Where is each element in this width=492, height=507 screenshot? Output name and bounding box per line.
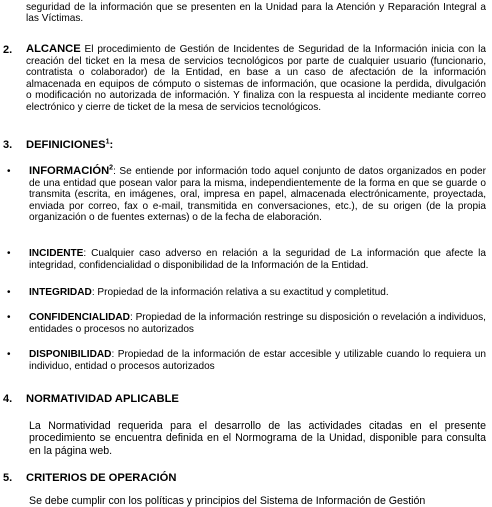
definition-item-disponibilidad [7,349,486,372]
bullet-icon: • [7,248,11,259]
bullet-icon: • [7,166,11,177]
alcance-label: ALCANCE [26,43,81,55]
section-definiciones [0,139,492,151]
normatividad-paragraph: La Normatividad requerida para el desarrollo de las actividades citadas en el presente procedimiento se encuentra definida en el Normograma de la Unidad, disponible para consulta en la página web. [29,420,486,457]
bullet-icon: • [7,312,11,323]
section-alcance [0,44,492,113]
definition-item-informacion [7,164,486,224]
definition-term: INFORMACIÓN [29,165,110,177]
section-objetivo [0,0,492,25]
normatividad-heading: NORMATIVIDAD APLICABLE [26,393,179,405]
definition-text: : Cualquier caso adverso en relación a la seguridad de La información que afecte la integridad, confidencialidad o disponibilidad de la Información de la Entidad. [29,248,486,271]
definition-item-confidencialidad [7,312,486,335]
definition-text: : Propiedad de la información relativa a su exactitud y completitud. [91,287,389,298]
definition-item-incidente [7,248,486,271]
bullet-icon: • [7,287,11,298]
section-number: 2. [3,44,13,56]
section-number: 5. [3,472,13,484]
bullet-icon: • [7,349,11,360]
section-number: 4. [3,393,13,405]
section-criterios [0,472,492,484]
objetivo-text: seguridad de la información que se presenten en la Unidad para la Atención y Reparación Integral a las Víctimas. [26,1,486,24]
definition-text: : Se entiende por información todo aquel conjunto de datos organizados en poder de una entidad que posean valor para la misma, independientemente de la forma en que se guarde o transmita (escrita, en imágenes, oral, impresa en papel, almacenada electrónicamente, proyectada, enviada por correo, fax o e-mail, transmitida en conversaciones, etc.), de su origen (de la propia organización o de fuentes externas) o de la fecha de elaboración. [29,166,486,223]
section-number [0,0,26,25]
definition-term: INCIDENTE [29,248,84,259]
footnote-ref: 2 [109,164,114,172]
definiciones-heading: DEFINICIONES$^1$: [26,138,114,151]
objetivo-paragraph [26,0,486,25]
definition-term: INTEGRIDAD [29,287,92,298]
alcance-paragraph [26,44,486,113]
definition-text: : Propiedad de la información de estar accesible y utilizable cuando lo requiera un individuo, entidad o procesos autorizados [29,349,486,372]
definition-text: : Propiedad de la información restringe su disposición o revelación a individuos, entidades o procesos no autorizados [29,312,486,335]
alcance-text: El procedimiento de Gestión de Incidentes de Seguridad de la Información inicia con la creación del ticket en la mesa de servicios tecnológicos por parte de cualquier usuario (funcionario, contratista o colaborador) de la Entidad, en base a un caso de afectación de la información almacenada en equipos de cómputo o sistemas de información, que ocasione la perdida, divulgación o modificación no autorizada de información. Y finaliza con la respuesta al incidente mediante correo electrónico y cierre de ticket de la mesa de servicios tecnológicos. [26,44,486,113]
section-number: 3. [3,139,13,151]
criterios-paragraph: Se debe cumplir con los políticas y principios del Sistema de Información de Gestión [29,495,426,507]
definition-term: CONFIDENCIALIDAD [29,312,130,323]
section-normatividad [0,393,492,405]
criterios-heading: CRITERIOS DE OPERACIÓN [26,472,177,484]
definition-term: DISPONIBILIDAD [29,349,112,360]
definition-item-integridad [7,287,486,299]
